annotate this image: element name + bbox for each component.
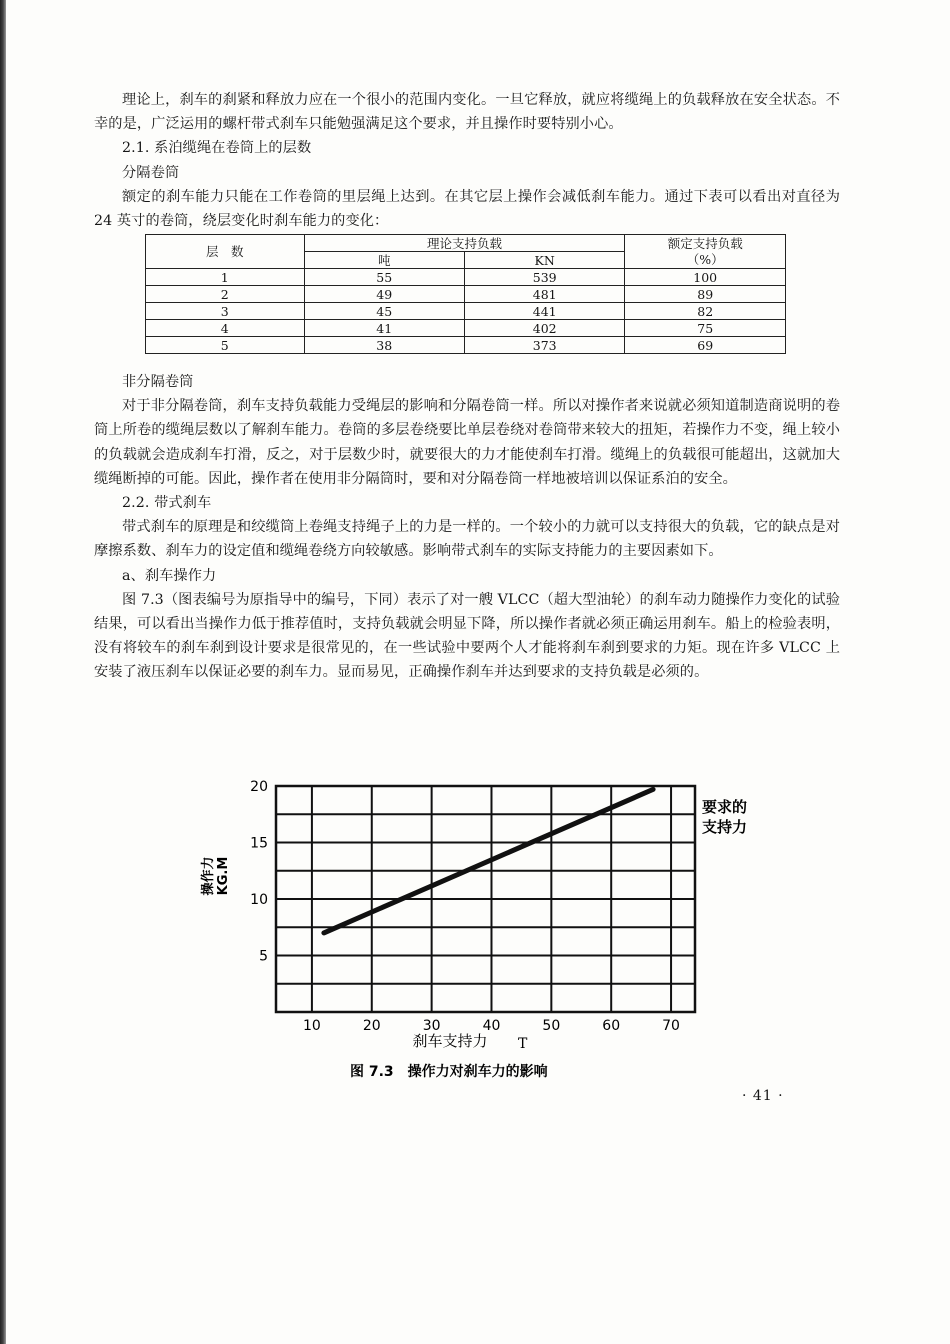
paragraph-rated-capacity: 额定的刹车能力只能在工作卷筒的里层绳上达到。在其它层上操作会减低刹车能力。通过下表可以看出对直径为 24 英寸的卷筒，绕层变化时刹车能力的变化： [94,188,840,230]
x-tick-label: 30 [422,1018,441,1034]
unit-kn: KN [464,252,624,269]
x-tick-label: 70 [662,1018,680,1034]
header-layers: 层 数 [146,235,305,269]
x-tick-label: 50 [542,1018,561,1034]
cell-layer: 5 [146,337,305,354]
header-rated-load: 额定支持负载 [625,235,786,252]
figure-caption: 图 7.3 操作力对刹车力的影响 [350,1064,548,1080]
paragraph-nonsplit: 对于非分隔卷筒，刹车支持负载能力受绳层的影响和分隔卷筒一样。所以对操作者来说就必须知道制造商说明的卷筒上所卷的缆绳层数以了解刹车能力。卷筒的多层卷绕要比单层卷绕对卷筒带来较大的扭矩，若操作力不变，绳上较小的负载就会造成刹车打滑，反之，对于层数少时，就要很大的力才能使刹车打滑。缆绳上的负载很可能超出，这就加大缆绳断掉的可能。因此，操作者在使用非分隔筒时，要和对分隔卷筒一样地被培训以保证系泊的安全。 [94,398,840,487]
cell-ton: 49 [304,286,464,303]
cell-layer: 1 [146,269,305,286]
heading-2-2: 2.2. 带式刹车 [122,495,212,512]
y-tick-label: 20 [250,779,268,795]
figure-7-3 [180,774,780,1084]
cell-percent: 100 [625,269,786,286]
cell-ton: 41 [304,320,464,337]
cell-percent: 89 [625,286,786,303]
cell-ton: 55 [304,269,464,286]
x-axis-unit: T [518,1036,528,1052]
y-axis-label: 操作力 [201,856,216,896]
cell-percent: 75 [625,320,786,337]
layers-table [145,234,786,354]
page-binding-edge [0,0,6,1344]
unit-percent: （%） [625,252,786,269]
cell-percent: 82 [625,303,786,320]
y-tick-label: 5 [259,948,268,965]
heading-split-drum: 分隔卷筒 [122,164,180,181]
series-line-required-support [324,789,653,933]
cell-layer: 3 [146,303,305,320]
heading-a-operating-force: a、刹车操作力 [122,567,217,584]
y-tick-label: 10 [250,892,268,908]
cell-kn: 481 [464,286,624,303]
cell-layer: 2 [146,286,305,303]
annotation-required-support-line2: 支持力 [702,818,748,836]
cell-ton: 38 [304,337,464,354]
paragraph-band-brake: 带式刹车的原理是和绞缆筒上卷绳支持绳子上的力是一样的。一个较小的力就可以支持很大的负载，它的缺点是对摩擦系数、刹车力的设定值和缆绳卷绕方向较敏感。影响带式刹车的实际支持能力的主要因素如下。 [94,519,840,560]
intro-section [94,88,840,233]
heading-2-1: 2.1. 系泊缆绳在卷筒上的层数 [122,140,312,157]
cell-kn: 441 [464,303,624,320]
annotation-required-support-line1: 要求的 [702,798,748,816]
x-axis-label: 刹车支持力 [412,1032,488,1050]
table-row [146,320,786,337]
chart-grid [276,786,695,1012]
x-tick-label: 10 [303,1018,321,1034]
y-axis-unit: KG.M [216,856,231,896]
table-row [146,337,786,354]
table-header-row [146,235,786,252]
table-row [146,286,786,303]
y-tick-label: 15 [250,835,268,852]
x-tick-label: 40 [482,1018,501,1034]
x-tick-label: 20 [362,1018,381,1034]
cell-percent: 69 [625,337,786,354]
table-row [146,303,786,320]
table-row [146,269,786,286]
body-section [94,370,840,685]
cell-kn: 373 [464,337,624,354]
unit-ton: 吨 [304,252,464,269]
cell-kn: 539 [464,269,624,286]
cell-kn: 402 [464,320,624,337]
layers-table-wrapper [145,234,786,354]
cell-ton: 45 [304,303,464,320]
heading-nonsplit-drum: 非分隔卷筒 [122,374,194,390]
paragraph-figure-description: 图 7.3（图表编号为原指导中的编号，下同）表示了对一艘 VLCC（超大型油轮）的刹车动力随操作力变化的试验结果，可以看出当操作力低于推荐值时，支持负载就会明显下降，所以操作者就必须正确运用刹车。船上的检验表明，没有将较车的刹车刹到设计要求是很常见的，在一些试验中要两个人才能将刹车刹到要求的力矩。现在许多 VLCC 上安装了液压刹车以保证必要的刹车力。显而易见，正确操作刹车并达到要求的支持负载是必须的。 [94,591,840,681]
x-tick-label: 60 [602,1018,621,1034]
chart-tick-labels [250,779,680,1034]
header-theory-load: 理论支持负载 [304,235,625,252]
chart-svg [180,774,780,1084]
cell-layer: 4 [146,320,305,337]
page-number: · 41 · [742,1088,784,1104]
paragraph-brake-range: 理论上，刹车的刹紧和释放力应在一个很小的范围内变化。一旦它释放，就应将缆绳上的负载释放在安全状态。不幸的是，广泛运用的螺杆带式刹车只能勉强满足这个要求，并且操作时要特别小心。 [94,92,840,133]
